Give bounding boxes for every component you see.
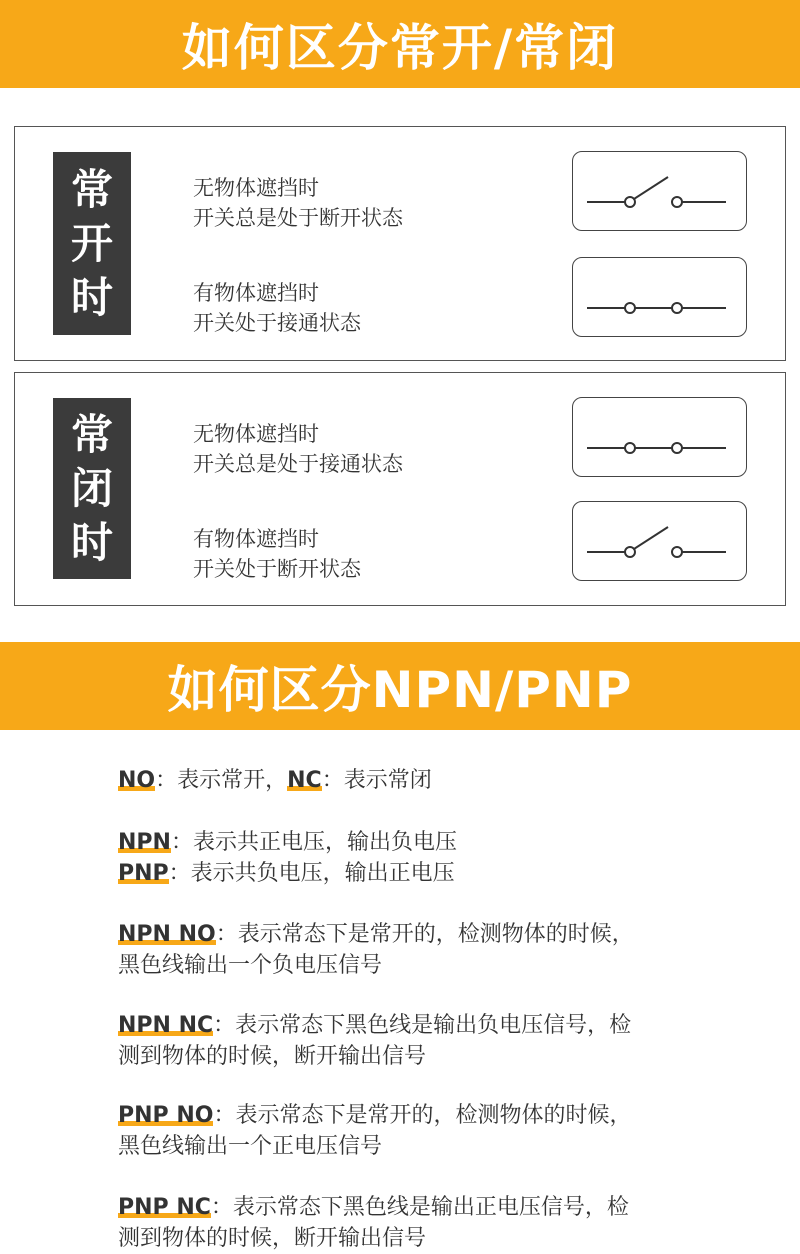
- term-text: ：表示常闭: [321, 768, 432, 793]
- tag-char: 时: [70, 272, 113, 322]
- description-with-object: [193, 524, 361, 584]
- text-row: 测到物体的时候，断开输出信号: [118, 1226, 427, 1251]
- normally-closed-panel: [14, 372, 786, 606]
- text-row: [118, 919, 634, 950]
- normally-open-tag: [53, 152, 131, 335]
- description-no-object: [193, 419, 403, 479]
- description-line: 开关处于断开状态: [193, 557, 361, 581]
- term-highlight: NO: [118, 768, 156, 793]
- no-nc-definition: [118, 765, 432, 796]
- open-switch-icon: [573, 152, 746, 230]
- term-highlight: NC: [287, 768, 322, 793]
- term-highlight: NPN: [118, 830, 171, 855]
- npn-definition: [118, 827, 457, 858]
- tag-char: 常: [70, 409, 113, 459]
- term-text: ：表示常态下是常开的，检测物体的时候，: [215, 922, 634, 947]
- description-line: 有物体遮挡时: [193, 281, 319, 305]
- pnp-no-definition: [118, 1100, 631, 1162]
- npn-no-definition: [118, 919, 634, 981]
- term-highlight: PNP: [118, 861, 169, 886]
- tag-char: 常: [70, 164, 113, 214]
- description-line: 开关总是处于接通状态: [193, 452, 403, 476]
- text-row: [118, 1100, 631, 1131]
- switch-box: [572, 257, 747, 337]
- term-text: ：表示常开，: [155, 768, 288, 793]
- term-highlight: PNP NC: [118, 1195, 211, 1220]
- term-text: ：表示常态下黑色线是输出负电压信号，检: [213, 1013, 632, 1038]
- tag-char: 开: [70, 218, 113, 268]
- text-row: [118, 1010, 631, 1041]
- switch-box: [572, 151, 747, 231]
- description-line: 开关总是处于断开状态: [193, 206, 403, 230]
- tag-char: 闭: [70, 463, 113, 513]
- description-no-object: [193, 173, 403, 233]
- term-text: ：表示共负电压，输出正电压: [168, 861, 455, 886]
- term-text: ：表示常态下是常开的，检测物体的时候，: [213, 1103, 632, 1128]
- open-switch-icon: [573, 502, 746, 580]
- closed-switch-icon: [573, 258, 746, 336]
- term-text: ：表示共正电压，输出负电压: [170, 830, 457, 855]
- section-title-no-nc: 如何区分常开/常闭: [0, 0, 800, 88]
- text-row: [118, 765, 432, 796]
- section-title-npn-pnp: 如何区分NPN/PNP: [0, 642, 800, 730]
- pnp-definition: [118, 858, 455, 889]
- term-highlight: PNP NO: [118, 1103, 214, 1128]
- description-with-object: [193, 278, 361, 338]
- text-row: [118, 858, 455, 889]
- description-line: 无物体遮挡时: [193, 176, 319, 200]
- tag-char: 时: [70, 517, 113, 567]
- text-row: 黑色线输出一个正电压信号: [118, 1134, 383, 1159]
- text-row: 测到物体的时候，断开输出信号: [118, 1044, 427, 1069]
- closed-switch-icon: [573, 398, 746, 476]
- description-line: 有物体遮挡时: [193, 527, 319, 551]
- text-row: 黑色线输出一个负电压信号: [118, 953, 383, 978]
- text-row: [118, 1192, 629, 1223]
- term-highlight: NPN NO: [118, 922, 216, 947]
- npn-nc-definition: [118, 1010, 631, 1072]
- switch-box: [572, 397, 747, 477]
- text-row: [118, 827, 457, 858]
- normally-open-panel: [14, 126, 786, 361]
- switch-box: [572, 501, 747, 581]
- normally-closed-tag: [53, 398, 131, 579]
- description-line: 开关处于接通状态: [193, 311, 361, 335]
- pnp-nc-definition: [118, 1192, 629, 1254]
- term-highlight: NPN NC: [118, 1013, 214, 1038]
- term-text: ：表示常态下黑色线是输出正电压信号，检: [210, 1195, 629, 1220]
- description-line: 无物体遮挡时: [193, 422, 319, 446]
